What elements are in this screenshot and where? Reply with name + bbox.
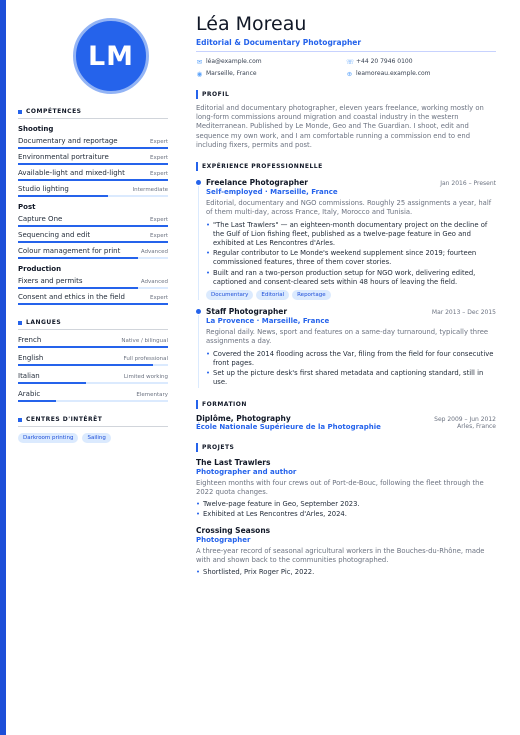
job-bullet: • Covered the 2014 flooding across the Var, filing from the field for four consecutive front pages. <box>206 350 496 368</box>
skill-level: Advanced <box>140 279 168 285</box>
skill-name: Studio lighting <box>18 185 69 193</box>
language-item <box>18 354 168 366</box>
skill-row <box>18 137 168 145</box>
skill-row <box>18 215 168 223</box>
job-entry <box>196 178 496 300</box>
job-organization: Self-employed · Marseille, France <box>206 188 338 197</box>
job-title: Staff Photographer <box>206 307 288 317</box>
skill-item <box>18 231 168 243</box>
section-square-icon <box>18 321 22 325</box>
job-tag: Documentary <box>206 290 253 300</box>
skill-bar-fill <box>18 163 168 165</box>
candidate-headline: Editorial & Documentary Photographer <box>196 38 496 52</box>
section-square-icon <box>18 110 22 114</box>
skill-row <box>18 293 168 301</box>
education-date: Sep 2009 – Jun 2012 <box>434 415 496 423</box>
skill-bar <box>18 147 168 149</box>
skill-item <box>18 247 168 259</box>
skill-bar-fill <box>18 225 168 227</box>
project-list <box>196 458 496 578</box>
language-row <box>18 390 168 398</box>
profile-heading: PROFIL <box>196 90 496 99</box>
language-item <box>18 372 168 384</box>
project-title: Crossing Seasons <box>196 525 271 535</box>
job-tags <box>206 290 496 300</box>
job-date: Mar 2013 – Dec 2015 <box>431 309 496 317</box>
skill-bar-fill <box>18 257 138 259</box>
project-bullet: • Exhibited at Les Rencontres d'Arles, 2024. <box>196 510 496 519</box>
education-heading: FORMATION <box>196 400 496 409</box>
project-entry <box>196 458 496 520</box>
skill-level: Expert <box>149 155 168 161</box>
skill-level: Intermediate <box>132 187 168 193</box>
language-level: Limited working <box>123 374 168 380</box>
skill-name: Available-light and mixed-light <box>18 169 125 177</box>
language-bar-fill <box>18 382 86 384</box>
avatar: LM <box>73 18 149 94</box>
education-entry <box>196 414 496 431</box>
skill-name: Environmental portraiture <box>18 153 109 161</box>
contact-info <box>196 58 496 78</box>
project-title: The Last Trawlers <box>196 457 271 467</box>
job-description: Regional daily. News, sport and features on a same-day turnaround, typically three assignments a day. <box>206 328 489 346</box>
skill-level: Expert <box>149 171 168 177</box>
language-name: French <box>18 336 42 344</box>
main-content <box>196 14 496 577</box>
job-entry <box>196 307 496 387</box>
school-name: École Nationale Supérieure de la Photographie <box>196 422 381 431</box>
language-level: Elementary <box>136 392 168 398</box>
language-bar <box>18 400 168 402</box>
job-description: Editorial, documentary and NGO commissions. Roughly 25 assignments a year, half of them multi-day, across France, Italy, Morocco and Tunisia. <box>206 199 492 217</box>
language-item <box>18 336 168 348</box>
skill-level: Expert <box>149 217 168 223</box>
phone-icon: ☏ <box>346 57 355 66</box>
skill-group-title: Post <box>18 203 36 211</box>
skill-level: Expert <box>149 139 168 145</box>
project-role: Photographer and author <box>196 467 297 476</box>
skill-row <box>18 153 168 161</box>
language-item <box>18 390 168 402</box>
skill-name: Consent and ethics in the field <box>18 293 125 301</box>
language-level: Full professional <box>123 356 168 362</box>
skill-group-title: Production <box>18 265 62 273</box>
project-bullets <box>196 500 496 519</box>
skill-bar <box>18 225 168 227</box>
globe-icon: ⊕ <box>346 69 353 78</box>
interest-chips <box>18 433 168 443</box>
language-bar-fill <box>18 346 168 348</box>
language-bar-fill <box>18 400 56 402</box>
job-bullets <box>206 350 496 388</box>
skills-section <box>18 108 168 305</box>
skill-bar <box>18 195 168 197</box>
contact-email[interactable]: ✉ léa@example.com <box>196 57 262 66</box>
skill-bar-fill <box>18 303 168 305</box>
skill-row <box>18 169 168 177</box>
job-date: Jan 2016 – Present <box>440 180 496 188</box>
languages-heading: LANGUES <box>18 319 168 330</box>
skill-name: Documentary and reportage <box>18 137 118 145</box>
language-name: Arabic <box>18 390 41 398</box>
experience-heading: EXPÉRIENCE PROFESSIONNELLE <box>196 162 496 171</box>
skills-heading: COMPÉTENCES <box>18 108 168 119</box>
skill-group-title: Shooting <box>18 125 54 133</box>
language-name: Italian <box>18 372 40 380</box>
skill-name: Fixers and permits <box>18 277 83 285</box>
project-description: A three-year record of seasonal agricultural workers in the Bouches-du-Rhône, made with and shown back to the communities photographed. <box>196 546 485 564</box>
timeline-dot-icon <box>196 309 201 314</box>
project-bullet: • Twelve-page feature in Geo, September 2023. <box>196 500 496 509</box>
job-header <box>206 178 496 187</box>
section-bar-icon <box>196 400 198 409</box>
education-location: Arles, France <box>457 422 496 430</box>
timeline-dot-icon <box>196 180 201 185</box>
job-bullets <box>206 221 496 288</box>
sidebar <box>18 14 168 443</box>
skill-item <box>18 169 168 181</box>
skill-item <box>18 153 168 165</box>
skill-level: Expert <box>149 233 168 239</box>
job-bullet: • Regular contributor to Le Monde's weekend supplement since 2019; fourteen commissioned features, three of them cover stories. <box>206 249 496 267</box>
language-name: English <box>18 354 44 362</box>
skill-bar-fill <box>18 179 168 181</box>
project-bullets <box>196 568 496 577</box>
projects-section <box>196 443 496 578</box>
job-bullet: • "The Last Trawlers" — an eighteen-month documentary project on the decline of the Gulf of Lion fishing fleet, published as a twelve-page feature in Geo and exhibited at Les Rencontres d'Arles. <box>206 221 496 249</box>
skill-bar <box>18 303 168 305</box>
skill-bar <box>18 163 168 165</box>
interests-heading: CENTRES D'INTÉRÊT <box>18 416 168 427</box>
skill-name: Colour management for print <box>18 247 121 255</box>
interests-section <box>18 416 168 443</box>
skill-bar <box>18 179 168 181</box>
skill-item <box>18 215 168 227</box>
job-title: Freelance Photographer <box>206 178 308 188</box>
skill-groups <box>18 125 168 305</box>
section-bar-icon <box>196 90 198 99</box>
job-bullet: • Set up the picture desk's first shared metadata and captioning standard, still in use. <box>206 369 496 387</box>
skill-row <box>18 185 168 193</box>
job-tag: Editorial <box>256 290 289 300</box>
skill-name: Sequencing and edit <box>18 231 91 239</box>
skill-row <box>18 277 168 285</box>
timeline-line <box>198 315 199 387</box>
project-role: Photographer <box>196 535 251 544</box>
education-section <box>196 400 496 431</box>
candidate-name: Léa Moreau <box>196 13 307 35</box>
skill-bar-fill <box>18 195 108 197</box>
mail-icon: ✉ <box>196 57 203 66</box>
interest-chip: Sailing <box>82 433 110 443</box>
skill-bar-fill <box>18 287 138 289</box>
skill-item <box>18 137 168 149</box>
languages-section <box>18 319 168 402</box>
job-bullet: • Built and ran a two-person production setup for NGO work, delivering edited, captioned and consent-cleared sets within 48 hours of leaving the field. <box>206 269 496 287</box>
skill-item <box>18 277 168 289</box>
contact-website[interactable]: ⊕ leamoreau.example.com <box>346 69 431 78</box>
skill-bar <box>18 287 168 289</box>
project-description: Eighteen months with four crews out of Port-de-Bouc, following the fleet through the 2022 quota changes. <box>196 478 484 496</box>
skill-row <box>18 247 168 255</box>
language-row <box>18 336 168 344</box>
language-bar <box>18 364 168 366</box>
language-level: Native / bilingual <box>121 338 168 344</box>
job-tag: Reportage <box>292 290 330 300</box>
job-list <box>196 178 496 388</box>
skill-bar-fill <box>18 241 168 243</box>
skill-item <box>18 185 168 197</box>
skill-bar-fill <box>18 147 168 149</box>
skill-item <box>18 293 168 305</box>
project-entry <box>196 526 496 578</box>
section-bar-icon <box>196 443 198 452</box>
section-bar-icon <box>196 162 198 171</box>
left-accent-stripe <box>0 0 6 735</box>
profile-text: Editorial and documentary photographer, eleven years freelance, working mostly on long-form commissions around migration and coastal industry in the western Mediterranean. Published by Le Monde, Geo and The Guardian. I shoot, edit and sequence my own work, and I am comfortable running a commission end to end including fixers, permits and post. <box>196 103 484 149</box>
degree-title: Diplôme, Photography <box>196 413 291 423</box>
language-row <box>18 354 168 362</box>
timeline-line <box>198 186 199 300</box>
skill-level: Expert <box>149 295 168 301</box>
contact-phone[interactable]: ☏ +44 20 7946 0100 <box>346 57 413 66</box>
job-organization: La Provence · Marseille, France <box>206 317 330 326</box>
language-row <box>18 372 168 380</box>
skill-bar <box>18 257 168 259</box>
skill-name: Capture One <box>18 215 63 223</box>
projects-heading: PROJETS <box>196 443 496 452</box>
language-bar <box>18 346 168 348</box>
language-list <box>18 336 168 402</box>
profile-section <box>196 90 496 150</box>
experience-section <box>196 162 496 388</box>
project-bullet: • Shortlisted, Prix Roger Pic, 2022. <box>196 568 496 577</box>
skill-bar <box>18 241 168 243</box>
language-bar <box>18 382 168 384</box>
contact-location: ◉ Marseille, France <box>196 69 257 78</box>
job-header <box>206 307 496 316</box>
language-bar-fill <box>18 364 153 366</box>
interest-chip: Darkroom printing <box>18 433 78 443</box>
location-icon: ◉ <box>196 69 203 78</box>
skill-row <box>18 231 168 239</box>
section-square-icon <box>18 418 22 422</box>
skill-level: Advanced <box>140 249 168 255</box>
